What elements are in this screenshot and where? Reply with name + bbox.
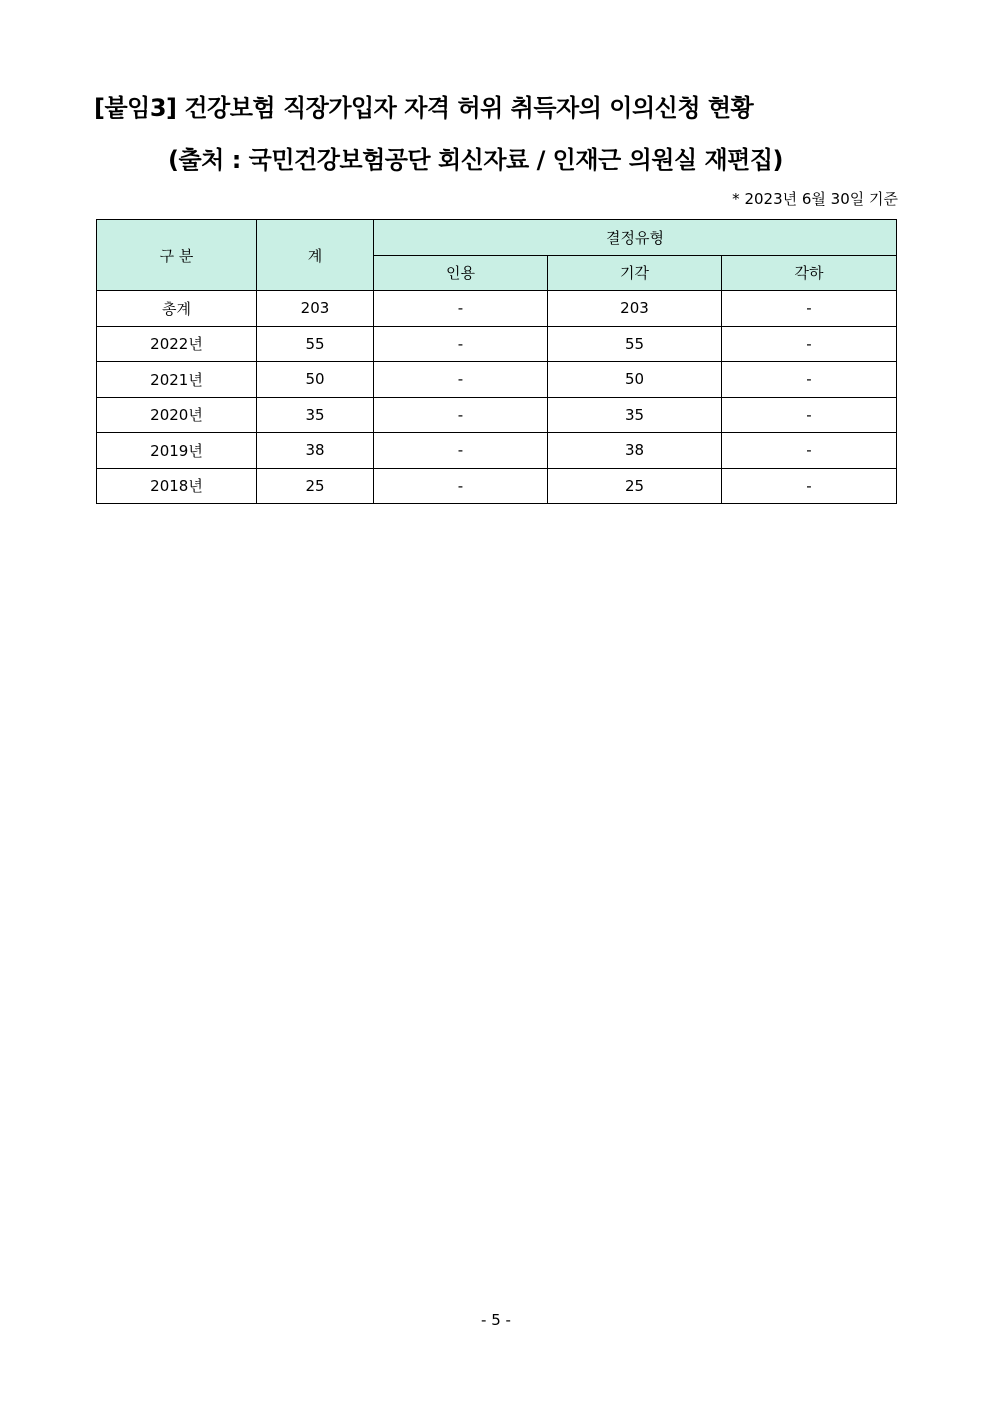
row-accepted: - xyxy=(374,291,548,327)
row-dismissed: 25 xyxy=(548,468,722,504)
row-total: 50 xyxy=(257,362,374,398)
row-total: 55 xyxy=(257,326,374,362)
header-total: 계 xyxy=(257,220,374,291)
table-row xyxy=(97,291,897,327)
row-rejected: - xyxy=(722,291,897,327)
table-row xyxy=(97,468,897,504)
header-accepted: 인용 xyxy=(374,255,548,291)
row-label: 총계 xyxy=(97,291,257,327)
page-number: - 5 - xyxy=(481,1311,511,1329)
document-source: (출처 : 국민건강보험공단 회신자료 / 인재근 의원실 재편집) xyxy=(168,146,784,174)
row-label: 2018년 xyxy=(97,468,257,504)
row-dismissed: 55 xyxy=(548,326,722,362)
header-category: 구 분 xyxy=(97,220,257,291)
table-row xyxy=(97,433,897,469)
row-rejected: - xyxy=(722,397,897,433)
row-rejected: - xyxy=(722,433,897,469)
row-total: 38 xyxy=(257,433,374,469)
table-row xyxy=(97,362,897,398)
row-total: 25 xyxy=(257,468,374,504)
row-dismissed: 203 xyxy=(548,291,722,327)
row-total: 203 xyxy=(257,291,374,327)
row-accepted: - xyxy=(374,433,548,469)
row-dismissed: 50 xyxy=(548,362,722,398)
row-dismissed: 38 xyxy=(548,433,722,469)
row-rejected: - xyxy=(722,326,897,362)
document-title: [붙임3] 건강보험 직장가입자 자격 허위 취득자의 이의신청 현황 xyxy=(94,94,754,122)
appeal-status-table xyxy=(96,219,897,504)
row-rejected: - xyxy=(722,468,897,504)
row-dismissed: 35 xyxy=(548,397,722,433)
header-decision-type: 결정유형 xyxy=(374,220,897,256)
row-total: 35 xyxy=(257,397,374,433)
row-accepted: - xyxy=(374,468,548,504)
table-row xyxy=(97,397,897,433)
header-rejected: 각하 xyxy=(722,255,897,291)
row-label: 2020년 xyxy=(97,397,257,433)
row-accepted: - xyxy=(374,397,548,433)
row-rejected: - xyxy=(722,362,897,398)
table-row xyxy=(97,326,897,362)
row-label: 2022년 xyxy=(97,326,257,362)
row-label: 2019년 xyxy=(97,433,257,469)
row-label: 2021년 xyxy=(97,362,257,398)
row-accepted: - xyxy=(374,362,548,398)
row-accepted: - xyxy=(374,326,548,362)
date-note: * 2023년 6월 30일 기준 xyxy=(732,190,898,208)
header-dismissed: 기각 xyxy=(548,255,722,291)
